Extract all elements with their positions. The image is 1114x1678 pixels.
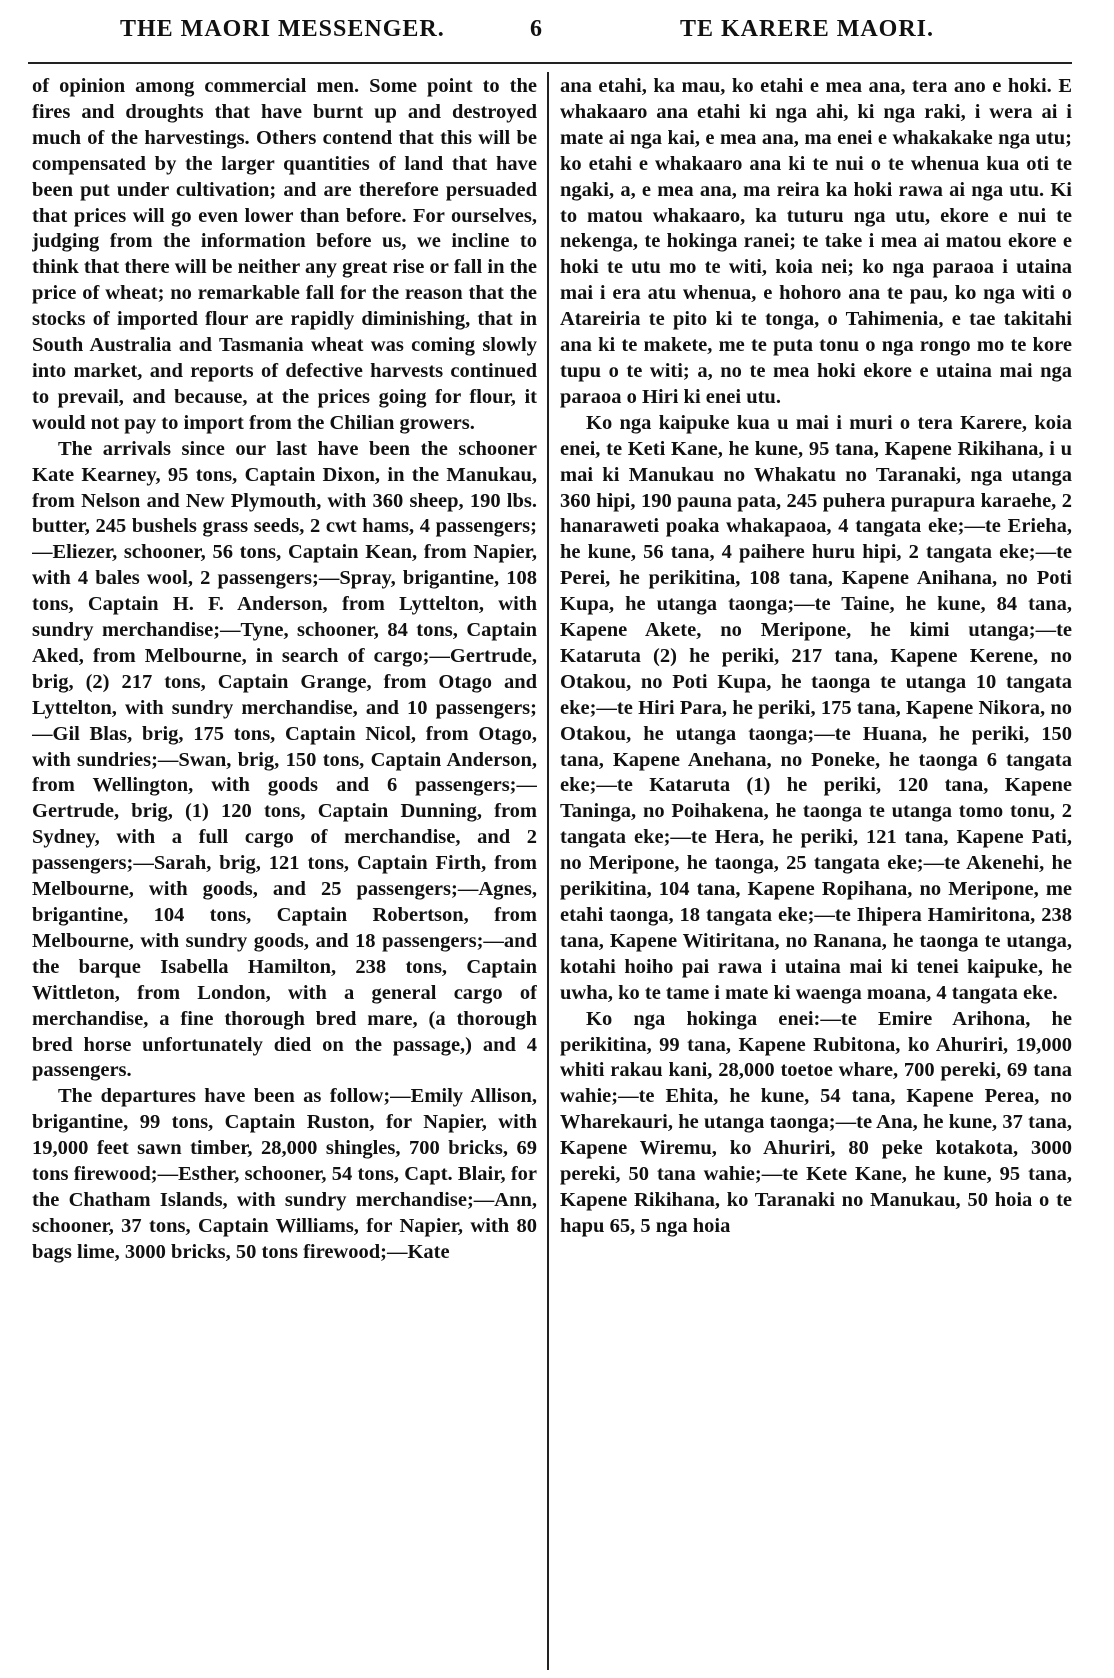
header-rule <box>28 62 1072 64</box>
maori-paragraph-1: ana etahi, ka mau, ko etahi e mea ana, tera ano e hoki. E whakaaro ana etahi ki nga ahi, ki nga raki, i wera ai i mate ai nga kai, e mea ana, ma enei e whakakake nga utu; ko etahi e whakaaro ana ki te nui o te whenua kua oti te ngaki, a, e mea ana, ma reira ka hoki rawa ai nga utu. Ki to matou whakaaro, ka tuturu nga utu, ekore e nui te nekenga, te hokinga ranei; te take i mea ai matou ekore e hoki te utu mo te witi, koia nei; ko nga paraoa i utaina mai i era atu whenua, e hohoro ana te pau, ko nga witi o Atareiria te pito ki te tonga, o Tahimenia, e tae takitahi ana ki te makete, me te puta tonu o nga rongo mo te kore tupu o te witi; a, no te mea hoki ekore e utaina mai nga paraoa o Hiri ki enei utu. <box>560 75 1072 408</box>
english-column <box>32 74 537 1670</box>
maori-column <box>560 74 1072 1670</box>
english-paragraph-departures: The departures have been as follow;—Emily Allison, brigantine, 99 tons, Captain Ruston, for Napier, with 19,000 feet sawn timber, 28,000 shingles, 700 bricks, 69 tons firewood;—Esther, schooner, 54 tons, Capt. Blair, for the Chatham Islands, with sundry merchandise;—Ann, schooner, 37 tons, Captain Williams, for Napier, with 80 bags lime, 3000 bricks, 50 tons firewood;—Kate <box>32 1085 537 1263</box>
page-header <box>0 8 1114 48</box>
maori-masthead: TE KARERE MAORI. <box>680 16 935 42</box>
english-masthead: THE MAORI MESSENGER. <box>120 16 445 42</box>
maori-paragraph-arrivals: Ko nga kaipuke kua u mai i muri o tera Karere, koia enei, te Keti Kane, he kune, 95 tana, Kapene Rikihana, i u mai ki Manukau no Whakatu no Taranaki, nga utanga 360 hipi, 190 pauna pata, 245 puhera purapura karaehe, 2 hanaraweti poaka whakapaoa, 4 tangata eke;—te Erieha, he kune, 56 tana, 4 paihere huru hipi, 2 tangata eke;—te Perei, he perikitina, 108 tana, Kapene Anihana, no Poti Kupa, he utanga taonga;—te Taine, he kune, 84 tana, Kapene Akete, no Meripone, he kimi utanga;—te Kataruta (2) he periki, 217 tana, Kapene Kerene, no Otakou, no Poti Kupa, he taonga te utanga 10 tangata eke;—te Hiri Para, he periki, 175 tana, Kapene Nikora, no Otakou, he utanga taonga;—te Huana, he periki, 150 tana, Kapene Anehana, no Poneke, he taonga 6 tangata eke;—te Kataruta (1) he periki, 120 tana, Kapene Taninga, no Poihakena, he taonga te utanga tomo tonu, 2 tangata eke;—te Hera, he periki, 121 tana, Kapene Pati, no Meripone, he taonga, 25 tangata eke;—te Akenehi, he perikitina, 104 tana, Kapene Ropihana, no Meripone, me etahi taonga, 18 tangata eke;—te Ihipera Hamiritona, 238 tana, Kapene Witiritana, no Ranana, he taonga te utanga, kotahi hoiho pai rawa i utaina mai ki tenei kaipuke, he uwha, ko te tame i mate ki waenga moana, 4 tangata eke. <box>560 411 1072 1004</box>
english-paragraph-arrivals: The arrivals since our last have been the schooner Kate Kearney, 95 tons, Captain Dixon, in the Manukau, from Nelson and New Plymouth, with 360 sheep, 190 lbs. butter, 245 bushels grass seeds, 2 cwt hams, 4 passengers;—Eliezer, schooner, 56 tons, Captain Kean, from Napier, with 4 bales wool, 2 passengers;—Spray, brigantine, 108 tons, Captain H. F. Anderson, from Lyttelton, with sundry merchandise;—Tyne, schooner, 84 tons, Captain Aked, from Melbourne, in search of cargo;—Gertrude, brig, (2) 217 tons, Captain Grange, from Otago and Lyttelton, with sundry merchandise, and 10 passengers;—Gil Blas, brig, 175 tons, Captain Nicol, from Otago, with sundries;—Swan, brig, 150 tons, Captain Anderson, from Wellington, with goods and 6 passengers;—Gertrude, brig, (1) 120 tons, Captain Dunning, from Sydney, with a full cargo of merchandise, and 2 passengers;—Sarah, brig, 121 tons, Captain Firth, from Melbourne, with goods, and 25 passengers;—Agnes, brigantine, 104 tons, Captain Robertson, from Melbourne, with sundry goods, and 18 passengers;—and the barque Isabella Hamilton, 238 tons, Captain Wittleton, from London, with a general cargo of merchandise, a fine thorough bred mare, (a thorough bred horse unfortunately died on the passage,) and 4 passengers. <box>32 437 537 1082</box>
english-paragraph-1: of opinion among commercial men. Some point to the fires and droughts that have burnt up and destroyed much of the harvestings. Others contend that this will be compensated by the larger quantities of land that have been put under cultivation; and are therefore persuaded that prices will go even lower than before. For ourselves, judging from the information before us, we incline to think that there will be neither any great rise or fall in the price of wheat; no remarkable fall for the reason that the stocks of imported flour are rapidly diminishing, that in South Australia and Tasmania wheat was coming slowly into market, and reports of defective harvests continued to prevail, and because, at the prices going for flour, it would not pay to import from the Chilian growers. <box>32 75 537 434</box>
maori-paragraph-departures: Ko nga hokinga enei:—te Emire Arihona, he perikitina, 99 tana, Kapene Rubitona, ko Ahuriri, 19,000 whiti rakau kani, 28,000 toetoe whare, 700 pereki, 69 tana wahie;—te Ehita, he kune, 54 tana, Kapene Perea, no Wharekauri, he utanga taonga;—te Ana, he kune, 37 tana, Kapene Wiremu, ko Ahuriri, 80 peke kotakota, 3000 pereki, 50 tana wahie;—te Kete Kane, he kune, 95 tana, Kapene Rikihana, ko Taranaki no Manukau, 50 hoia o te hapu 65, 5 nga hoia <box>560 1007 1072 1237</box>
column-divider <box>547 72 549 1670</box>
page-number: 6 <box>530 16 542 42</box>
